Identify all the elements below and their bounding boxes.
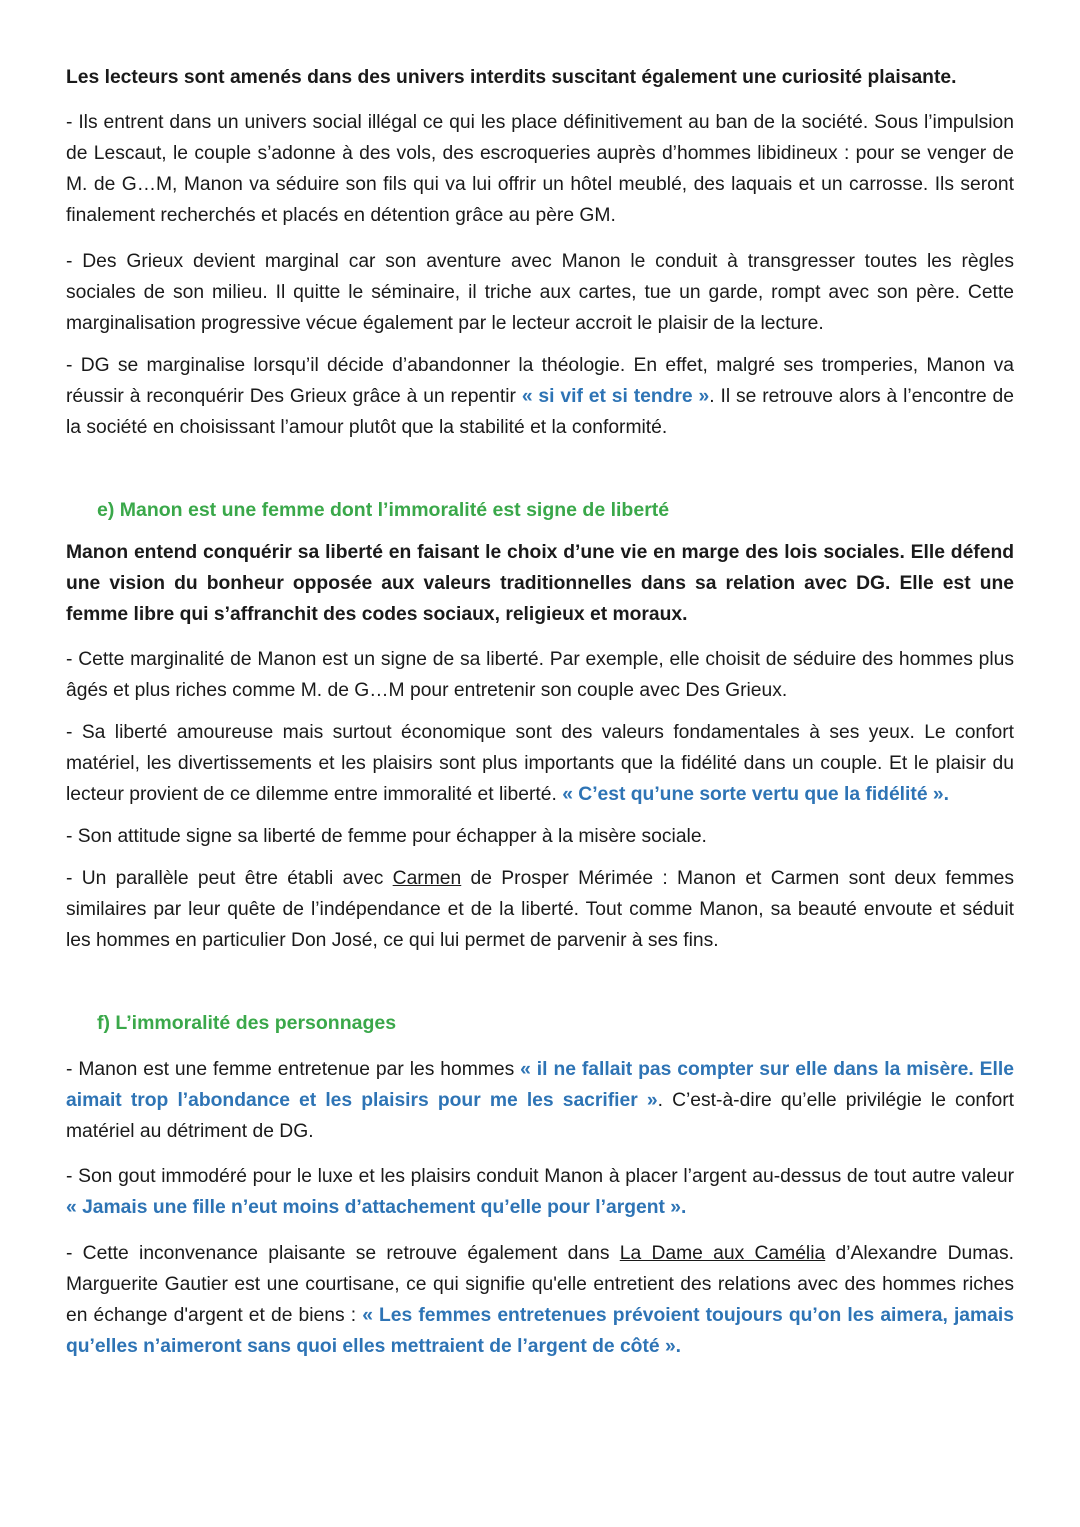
text-run: . C’est-à-dire qu’elle privilégie le confort matériel au détriment de DG. bbox=[66, 1090, 1014, 1142]
section-e-heading: e) Manon est une femme dont l’immoralité est signe de liberté bbox=[97, 499, 670, 521]
section-e-paragraph-4 bbox=[66, 863, 1014, 956]
quote: « Les femmes entretenues prévoient toujours qu’on les aimera, jamais qu’elles n’aimeront sans quoi elles mettraient de l’argent de côté ». bbox=[66, 1305, 1014, 1357]
quote: « C’est qu’une sorte vertu que la fidélité ». bbox=[562, 784, 949, 805]
text-run: - Cette inconvenance plaisante se retrouve également dans bbox=[66, 1243, 620, 1264]
section-f-paragraph-2 bbox=[66, 1161, 1014, 1223]
section-e-paragraph-3: - Son attitude signe sa liberté de femme pour échapper à la misère sociale. bbox=[66, 826, 707, 847]
text-run: - DG se marginalise lorsqu’il décide d’abandonner la théologie. En effet, malgré ses tromperies, Manon va réussir à reconquérir Des Grieux grâce à un repentir bbox=[66, 355, 1014, 407]
text-run: - Manon est une femme entretenue par les hommes bbox=[66, 1059, 521, 1080]
text-run: . Il se retrouve alors à l’encontre de la société en choisissant l’amour plutôt que la stabilité et la conformité. bbox=[66, 386, 1014, 438]
section-f-paragraph-3 bbox=[66, 1238, 1014, 1362]
book-title: La Dame aux Camélia bbox=[619, 1243, 826, 1264]
text-run: - Un parallèle peut être établi avec bbox=[66, 868, 393, 889]
text-run: - Sa liberté amoureuse mais surtout économique sont des valeurs fondamentales à ses yeux. Le confort matériel, les divertissements et les plaisirs sont plus importants que la fidélité dans un couple. Et le plaisir du lecteur provient de ce dilemme entre immoralité et liberté. bbox=[66, 722, 1014, 805]
intro-paragraph-3 bbox=[66, 350, 1014, 443]
intro-paragraph-2: - Des Grieux devient marginal car son aventure avec Manon le conduit à transgresser toutes les règles sociales de son milieu. Il quitte le séminaire, il triche aux cartes, tue un garde, rompt avec son père. Cette marginalisation progressive vécue également par le lecteur accroit le plaisir de la lecture. bbox=[66, 251, 1014, 334]
section-e-lead: Manon entend conquérir sa liberté en faisant le choix d’une vie en marge des lois sociales. Elle défend une vision du bonheur opposée aux valeurs traditionnelles dans sa relation avec DG. Elle est une femme libre qui s’affranchit des codes sociaux, religieux et moraux. bbox=[66, 542, 1014, 625]
text-run: - Son gout immodéré pour le luxe et les plaisirs conduit Manon à placer l’argent au-dessus de tout autre valeur bbox=[66, 1166, 1014, 1187]
book-title: Carmen bbox=[392, 868, 462, 889]
section-e-paragraph-1: - Cette marginalité de Manon est un signe de sa liberté. Par exemple, elle choisit de séduire des hommes plus âgés et plus riches comme M. de G…M pour entretenir son couple avec Des Grieux. bbox=[66, 649, 1014, 701]
text-run: de Prosper Mérimée : Manon et Carmen sont deux femmes similaires par leur quête de l’indépendance et de la liberté. Tout comme Manon, sa beauté envoute et séduit les hommes en particulier Don José, ce qui lui permet de parvenir à ses fins. bbox=[66, 868, 1014, 951]
quote: « si vif et si tendre » bbox=[521, 386, 710, 407]
intro-lead: Les lecteurs sont amenés dans des univers interdits suscitant également une curiosité plaisante. bbox=[66, 67, 957, 88]
quote: « Jamais une fille n’eut moins d’attachement qu’elle pour l’argent ». bbox=[66, 1197, 687, 1218]
intro-paragraph-1: - Ils entrent dans un univers social illégal ce qui les place définitivement au ban de la société. Sous l’impulsion de Lescaut, le couple s’adonne à des vols, des escroqueries auprès d’hommes libidineux : pour se venger de M. de G…M, Manon va séduire son fils qui va lui offrir un hôtel meublé, des laquais et un carrosse. Ils seront finalement recherchés et placés en détention grâce au père GM. bbox=[66, 112, 1014, 226]
section-e-paragraph-2 bbox=[66, 717, 1014, 810]
section-f-heading: f) L’immoralité des personnages bbox=[97, 1012, 397, 1034]
quote: « il ne fallait pas compter sur elle dans la misère. Elle aimait trop l’abondance et les plaisirs pour me les sacrifier » bbox=[66, 1059, 1014, 1111]
document-page bbox=[66, 62, 1014, 1362]
section-f-paragraph-1 bbox=[66, 1054, 1014, 1147]
text-run: d’Alexandre Dumas. Marguerite Gautier est une courtisane, ce qui signifie qu'elle entretient des relations avec des hommes riches en échange d'argent et de biens : bbox=[66, 1243, 1015, 1326]
